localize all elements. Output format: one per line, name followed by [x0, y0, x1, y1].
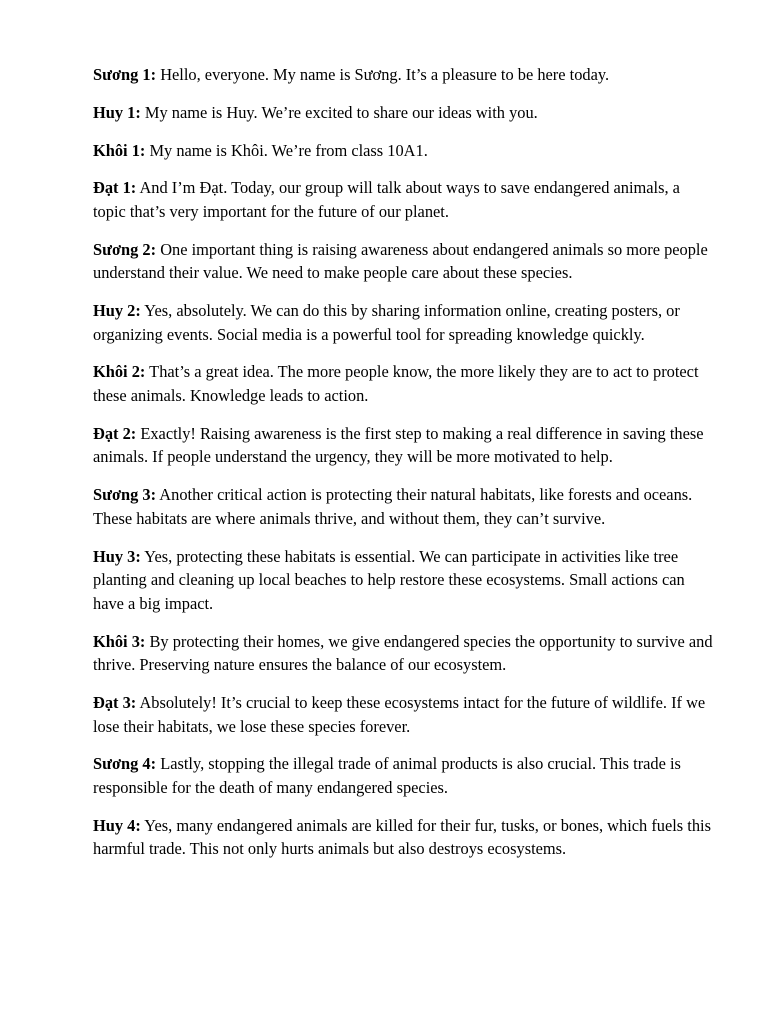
- dialogue-paragraph: [93, 176, 715, 223]
- dialogue-text: Yes, many endangered animals are killed for their fur, tusks, or bones, which fuels this harmful trade. This not only hurts animals but also destroys ecosystems.: [93, 815, 711, 859]
- dialogue-paragraph: [93, 752, 715, 799]
- dialogue-text: Absolutely! It’s crucial to keep these ecosystems intact for the future of wildlife. If we lose their habitats, we lose these species forever.: [93, 692, 706, 736]
- dialogue-paragraph: [93, 422, 715, 469]
- dialogue-text: And I’m Đạt. Today, our group will talk about ways to save endangered animals, a topic that’s very important for the future of our planet.: [93, 178, 680, 221]
- speaker-label: Đạt 3:: [93, 692, 137, 712]
- dialogue-paragraph: [93, 238, 715, 285]
- speaker-label: Sương 4:: [93, 754, 157, 774]
- speaker-label: Khôi 1:: [93, 140, 146, 160]
- dialogue-text: Yes, protecting these habitats is essential. We can participate in activities like tree planting and cleaning up local beaches to help restore these ecosystems. Small actions can have a big impact.: [93, 546, 685, 613]
- dialogue-paragraph: [93, 63, 715, 87]
- speaker-label: Đạt 2:: [93, 423, 137, 443]
- speaker-label: Khôi 2:: [93, 362, 146, 382]
- speaker-label: Đạt 1:: [93, 178, 137, 198]
- dialogue-paragraph: [93, 299, 715, 346]
- speaker-label: Huy 4:: [93, 815, 141, 835]
- dialogue-paragraph: [93, 139, 715, 163]
- dialogue-text: One important thing is raising awareness about endangered animals so more people understand their value. We need to make people care about these species.: [93, 239, 708, 283]
- document-page: [93, 63, 715, 875]
- dialogue-text: Lastly, stopping the illegal trade of animal products is also crucial. This trade is responsible for the death of many endangered species.: [93, 754, 681, 797]
- dialogue-text: Another critical action is protecting their natural habitats, like forests and oceans. These habitats are where animals thrive, and without them, they can’t survive.: [93, 485, 693, 528]
- dialogue-paragraph: [93, 630, 715, 677]
- speaker-label: Huy 2:: [93, 301, 141, 321]
- speaker-label: Sương 3:: [93, 485, 157, 505]
- dialogue-paragraph: [93, 483, 715, 530]
- dialogue-paragraph: [93, 814, 715, 861]
- speaker-label: Huy 3:: [93, 546, 141, 566]
- dialogue-paragraph: [93, 101, 715, 125]
- dialogue-text: That’s a great idea. The more people know, the more likely they are to act to protect these animals. Knowledge leads to action.: [93, 362, 699, 406]
- dialogue-text: My name is Huy. We’re excited to share our ideas with you.: [140, 102, 538, 122]
- dialogue-text: Yes, absolutely. We can do this by sharing information online, creating posters, or organizing events. Social media is a powerful tool for spreading knowledge quickly.: [93, 301, 680, 344]
- dialogue-text: Hello, everyone. My name is Sương. It’s a pleasure to be here today.: [156, 65, 610, 84]
- speaker-label: Sương 2:: [93, 239, 157, 259]
- dialogue-paragraph: [93, 360, 715, 407]
- speaker-label: Khôi 3:: [93, 631, 146, 651]
- dialogue-paragraph: [93, 545, 715, 616]
- dialogue-text: My name is Khôi. We’re from class 10A1.: [145, 140, 428, 160]
- dialogue-text: Exactly! Raising awareness is the first step to making a real difference in saving these animals. If people understand the urgency, they will be more motivated to help.: [93, 423, 704, 467]
- speaker-label: Huy 1:: [93, 102, 141, 122]
- speaker-label: Sương 1:: [93, 65, 157, 84]
- dialogue-paragraph: [93, 691, 715, 738]
- dialogue-text: By protecting their homes, we give endangered species the opportunity to survive and thrive. Preserving nature ensures the balance of our ecosystem.: [93, 631, 713, 675]
